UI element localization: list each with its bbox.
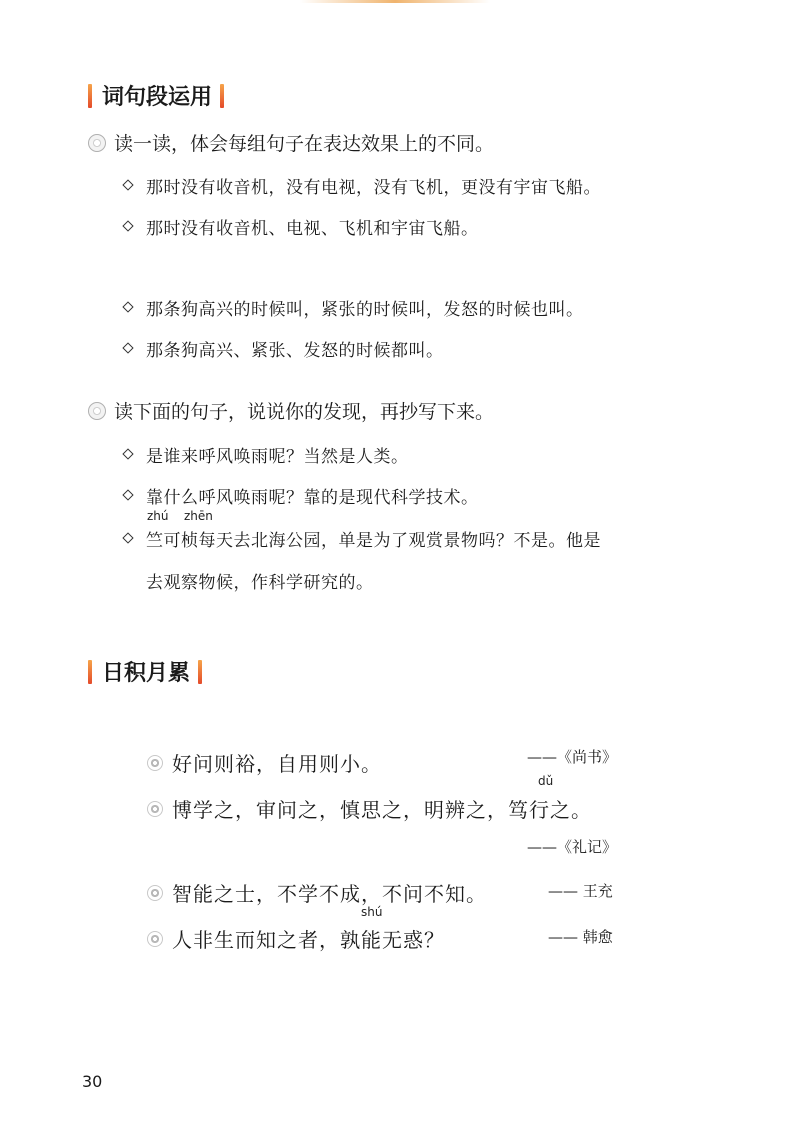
heading-bar-left	[88, 660, 92, 684]
section-heading-word-sentence	[88, 80, 224, 111]
diamond-bullet-icon	[122, 489, 133, 500]
saying-source: —— 韩愈	[548, 928, 613, 946]
saying: 智能之士，不学不成，不问不知。	[172, 882, 487, 906]
target-bullet-icon	[147, 885, 163, 901]
section-title: 词句段运用	[102, 85, 213, 110]
pinyin-annotation: zhú	[147, 509, 169, 523]
pinyin-annotation: dǔ	[538, 774, 554, 788]
diamond-bullet-icon	[122, 532, 133, 543]
task-circle-icon	[88, 402, 106, 420]
heading-bar-right	[198, 660, 202, 684]
saying: 人非生而知之者，孰能无惑？	[172, 928, 445, 952]
diamond-bullet-icon	[122, 179, 133, 190]
saying-source: ——《礼记》	[527, 838, 618, 856]
sentence: 是谁来呼风唤雨呢？当然是人类。	[146, 447, 409, 467]
target-bullet-icon	[147, 755, 163, 771]
sentence: 竺可桢每天去北海公园，单是为了观赏景物吗？不是。他是	[146, 531, 601, 551]
task-circle-icon	[88, 134, 106, 152]
sentence: 那时没有收音机、电视、飞机和宇宙飞船。	[146, 219, 479, 239]
sentence: 那时没有收音机，没有电视，没有飞机，更没有宇宙飞船。	[146, 178, 601, 198]
diamond-bullet-icon	[122, 448, 133, 459]
task-instruction: 读下面的句子，说说你的发现，再抄写下来。	[114, 401, 495, 423]
diamond-bullet-icon	[122, 342, 133, 353]
task-instruction: 读一读，体会每组句子在表达效果上的不同。	[114, 133, 495, 155]
top-decoration	[300, 0, 490, 3]
page-number: 30	[82, 1072, 103, 1091]
section-title: 日积月累	[102, 661, 191, 686]
saying-source: ——《尚书》	[527, 748, 618, 766]
diamond-bullet-icon	[122, 301, 133, 312]
sentence: 靠什么呼风唤雨呢？靠的是现代科学技术。	[146, 488, 479, 508]
heading-bar-right	[220, 84, 224, 108]
sentence: 那条狗高兴的时候叫，紧张的时候叫，发怒的时候也叫。	[146, 300, 584, 320]
target-bullet-icon	[147, 801, 163, 817]
section-heading-accumulation	[88, 656, 202, 687]
saying: 好问则裕，自用则小。	[172, 752, 382, 776]
sentence: 那条狗高兴、紧张、发怒的时候都叫。	[146, 341, 444, 361]
heading-bar-left	[88, 84, 92, 108]
pinyin-annotation: shú	[361, 905, 383, 919]
diamond-bullet-icon	[122, 220, 133, 231]
saying-source: —— 王充	[548, 882, 613, 900]
saying: 博学之，审问之，慎思之，明辨之，笃行之。	[172, 798, 592, 822]
sentence: 去观察物候，作科学研究的。	[146, 573, 374, 593]
target-bullet-icon	[147, 931, 163, 947]
pinyin-annotation: zhēn	[184, 509, 213, 523]
